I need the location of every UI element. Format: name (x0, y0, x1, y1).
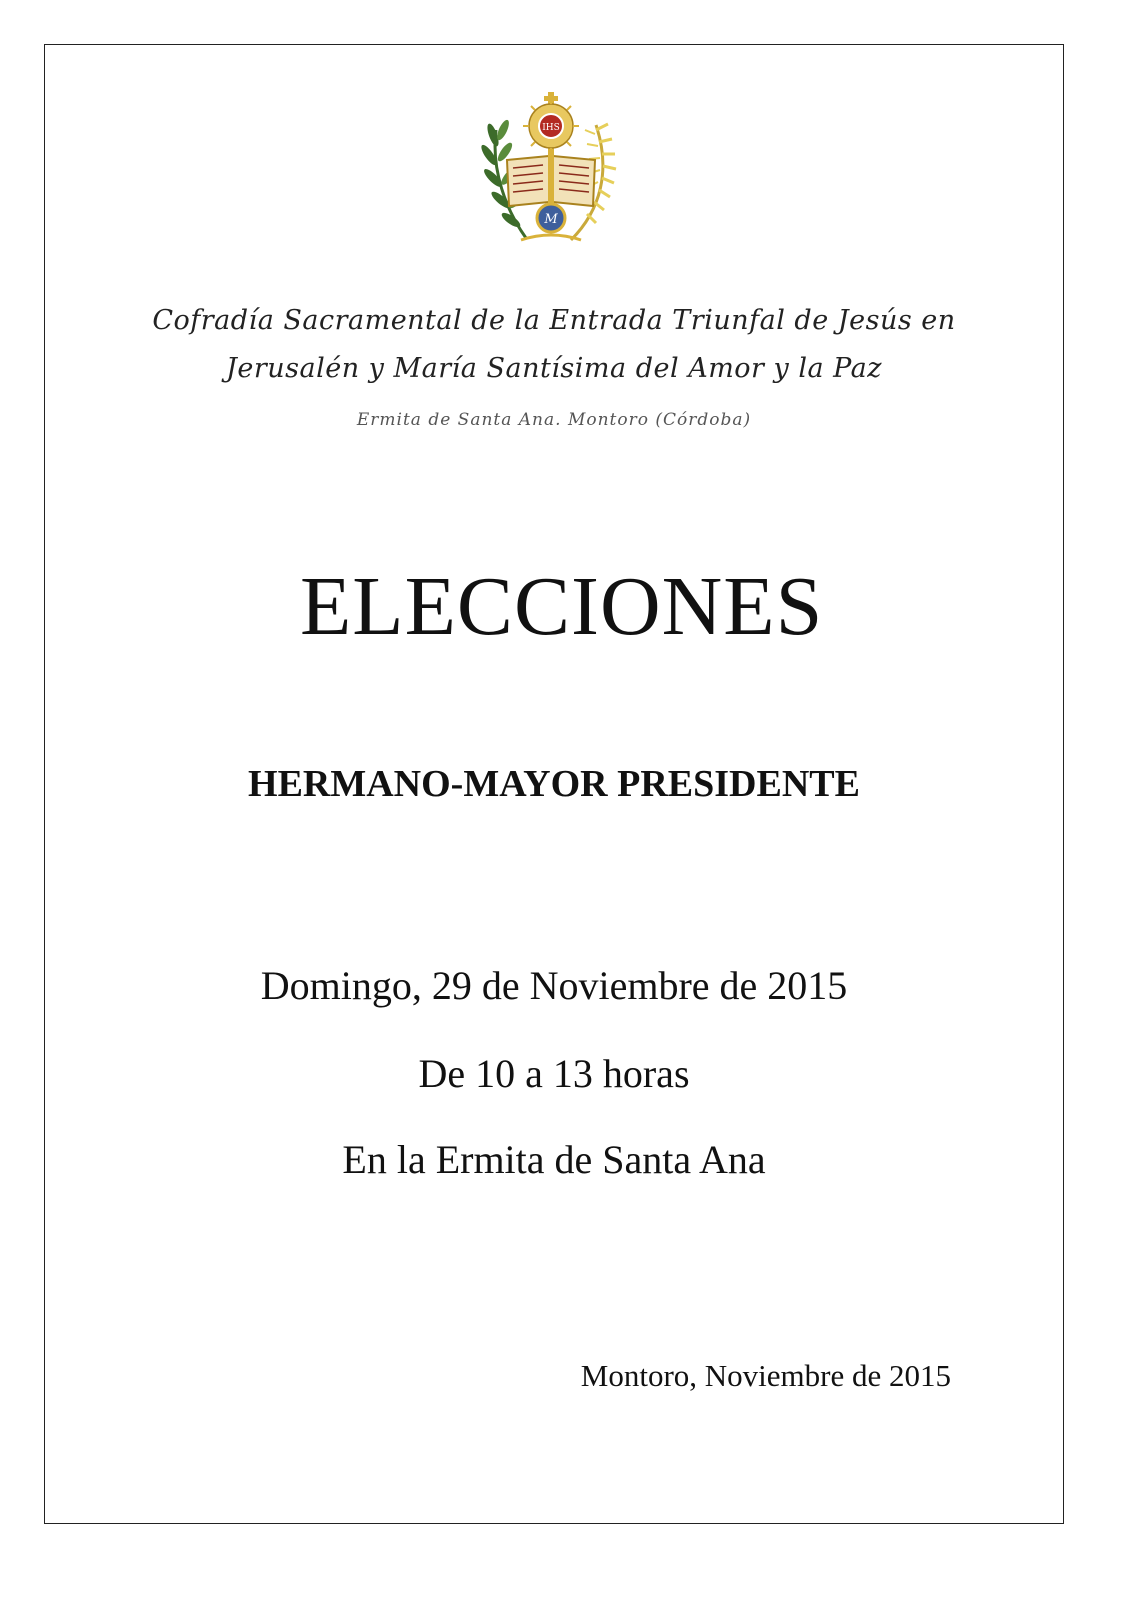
page-title: ELECCIONES (300, 560, 824, 653)
election-date: Domingo, 29 de Noviembre de 2015 (260, 963, 848, 1008)
place-and-date: Montoro, Noviembre de 2015 (580, 1358, 951, 1393)
brotherhood-name-line-1: Cofradía Sacramental de la Entrada Triunfal de Jesús en (152, 305, 956, 336)
brotherhood-emblem (471, 90, 631, 250)
marian-monogram-icon (537, 204, 565, 232)
svg-text:IHS: IHS (542, 123, 560, 133)
brotherhood-name-line-2: Jerusalén y María Santísima del Amor y la Paz (226, 353, 882, 384)
svg-text:M: M (544, 212, 558, 227)
sunburst-monogram-icon (523, 98, 579, 154)
election-hours: De 10 a 13 horas (418, 1051, 690, 1096)
election-position: HERMANO-MAYOR PRESIDENTE (248, 763, 860, 805)
election-venue: En la Ermita de Santa Ana (342, 1137, 766, 1182)
brotherhood-location: Ermita de Santa Ana. Montoro (Córdoba) (356, 410, 752, 430)
